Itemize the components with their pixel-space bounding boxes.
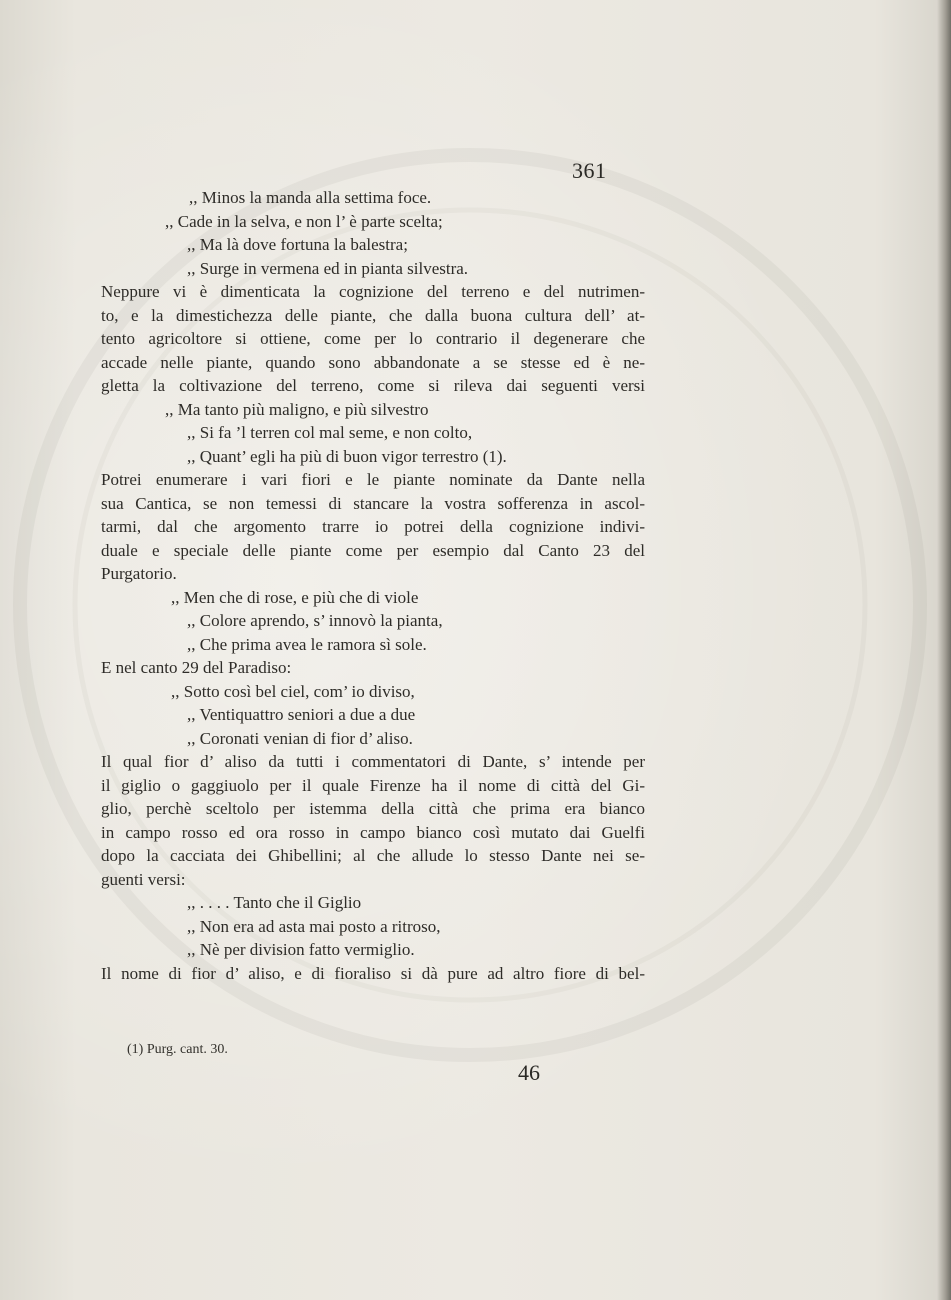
prose-line: gletta la coltivazione del terreno, come si rileva dai seguenti versi xyxy=(101,376,645,395)
prose-line: dopo la cacciata dei Ghibellini; al che allude lo stesso Dante nei se- xyxy=(101,846,645,865)
prose-line: to, e la dimestichezza delle piante, che dalla buona cultura dell’ at- xyxy=(101,305,645,325)
prose-line: accade nelle piante, quando sono abbandonate a se stesse ed è ne- xyxy=(101,352,645,372)
prose-line: Il nome di fior d’ aliso, e di fioraliso si dà pure ad altro fiore di bel- xyxy=(101,963,645,983)
verse-line: ,, Colore aprendo, s’ innovò la pianta, xyxy=(187,611,443,630)
verse-line: ,, Ma là dove fortuna la balestra; xyxy=(187,235,408,254)
verse-line: ,, Non era ad asta mai posto a ritroso, xyxy=(187,916,441,936)
prose-line: Potrei enumerare i vari fiori e le piante nominate da Dante nella xyxy=(101,470,645,489)
prose-line: duale e speciale delle piante come per esempio dal Canto 23 del xyxy=(101,540,645,560)
body-text xyxy=(101,186,645,985)
prose-line: sua Cantica, se non temessi di stancare la vostra sofferenza in ascol- xyxy=(101,493,645,513)
verse-line: ,, Men che di rose, e più che di viole xyxy=(171,587,419,607)
prose-line: Purgatorio. xyxy=(101,564,177,583)
prose-line: tento agricoltore si ottiene, come per lo contrario il degenerare che xyxy=(101,329,645,348)
page-number: 361 xyxy=(572,158,607,183)
verse-line: ,, Sotto così bel ciel, com’ io diviso, xyxy=(171,681,415,701)
prose-line: E nel canto 29 del Paradiso: xyxy=(101,658,292,677)
verse-line: ,, . . . . Tanto che il Giglio xyxy=(187,893,362,912)
verse-line: ,, Quant’ egli ha più di buon vigor terrestro (1). xyxy=(187,446,507,466)
prose-line: Neppure vi è dimenticata la cognizione del terreno e del nutrimen- xyxy=(101,282,645,301)
verse-line: ,, Ma tanto più maligno, e più silvestro xyxy=(165,399,429,419)
prose-line: tarmi, dal che argomento trarre io potrei della cognizione indivi- xyxy=(101,517,645,536)
verse-line: ,, Surge in vermena ed in pianta silvestra. xyxy=(187,258,469,278)
page-edge-shadow xyxy=(937,0,951,1300)
verse-line: ,, Cade in la selva, e non l’ è parte scelta; xyxy=(165,211,443,231)
verse-line: ,, Si fa ’l terren col mal seme, e non colto, xyxy=(187,423,473,442)
verse-line: ,, Ventiquattro seniori a due a due xyxy=(187,705,416,724)
prose-line: guenti versi: xyxy=(101,869,186,889)
footnote: (1) Purg. cant. 30. xyxy=(127,1042,228,1057)
verse-line: ,, Nè per division fatto vermiglio. xyxy=(187,940,415,959)
verse-line: ,, Che prima avea le ramora sì sole. xyxy=(187,634,427,654)
prose-line: il giglio o gaggiuolo per il quale Firenze ha il nome di città del Gi- xyxy=(101,775,645,795)
prose-line: in campo rosso ed ora rosso in campo bianco così mutato dai Guelfi xyxy=(101,822,645,842)
gathering-signature: 46 xyxy=(518,1060,540,1085)
prose-line: glio, perchè sceltolo per istemma della città che prima era bianco xyxy=(101,799,645,818)
prose-line: Il qual fior d’ aliso da tutti i commentatori di Dante, s’ intende per xyxy=(101,752,645,771)
verse-line: ,, Coronati venian di fior d’ aliso. xyxy=(187,728,413,748)
verse-line: ,, Minos la manda alla settima foce. xyxy=(189,188,432,207)
